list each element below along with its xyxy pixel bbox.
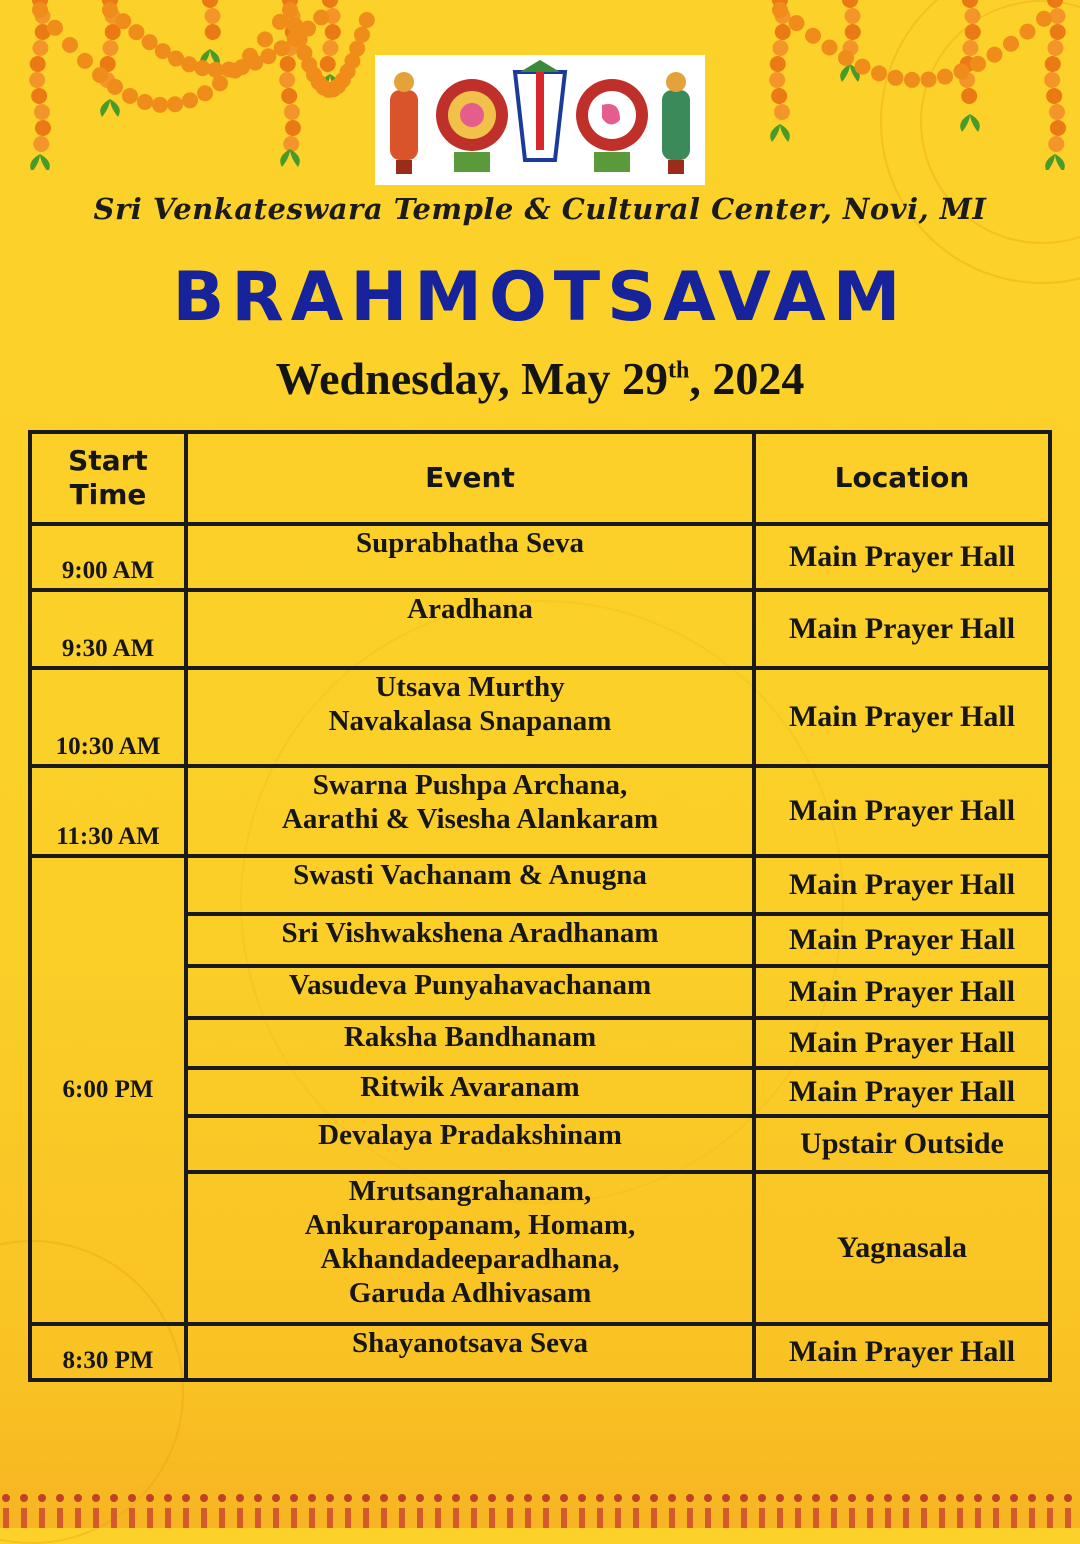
start-time-cell: 8:30 PM: [30, 1324, 186, 1380]
location-cell: Main Prayer Hall: [754, 856, 1050, 914]
event-name: Vasudeva Punyahavachanam: [288, 969, 652, 1001]
page-title: BRAHMOTSAVAM: [172, 258, 908, 337]
event-cell: [186, 966, 754, 1018]
location-cell: Main Prayer Hall: [754, 524, 1050, 590]
table-row: [30, 856, 1050, 914]
event-name: Sri Vishwakshena Aradhanam: [281, 917, 659, 949]
event-name: Swarna Pushpa Archana,: [312, 769, 628, 801]
event-name: Navakalasa Snapanam: [328, 705, 612, 737]
table-row: [30, 1324, 1050, 1380]
event-cell: [186, 766, 754, 856]
event-cell: [186, 1018, 754, 1068]
event-name: Aarathi & Visesha Alankaram: [281, 803, 659, 835]
table-header-row: [30, 432, 1050, 524]
start-time-cell: 6:00 PM: [30, 856, 186, 1324]
location-cell: Main Prayer Hall: [754, 766, 1050, 856]
start-time-cell: 9:30 AM: [30, 590, 186, 668]
start-time-cell: 9:00 AM: [30, 524, 186, 590]
table-row: [30, 590, 1050, 668]
location-cell: Main Prayer Hall: [754, 966, 1050, 1018]
location-cell: Main Prayer Hall: [754, 1018, 1050, 1068]
event-cell: [186, 856, 754, 914]
table-row: [30, 766, 1050, 856]
table-row: [30, 524, 1050, 590]
location-cell: Main Prayer Hall: [754, 668, 1050, 766]
location-cell: Main Prayer Hall: [754, 914, 1050, 966]
start-time-cell: 10:30 AM: [30, 668, 186, 766]
event-cell: [186, 1068, 754, 1116]
event-name: Akhandadeeparadhana,: [320, 1243, 620, 1275]
event-name: Aradhana: [407, 593, 533, 625]
header-location: Location: [754, 432, 1050, 524]
bottom-border-pattern: [0, 1488, 1080, 1528]
event-name: Shayanotsava Seva: [351, 1327, 589, 1359]
temple-logo: [375, 55, 705, 185]
event-date: Wednesday, May 29th, 2024: [275, 353, 805, 404]
schedule-table: [28, 430, 1052, 1382]
event-cell: [186, 524, 754, 590]
header-start-time: Start Time: [30, 432, 186, 524]
event-cell: [186, 590, 754, 668]
event-name: Suprabhatha Seva: [355, 527, 585, 559]
location-cell: Main Prayer Hall: [754, 1068, 1050, 1116]
event-cell: [186, 668, 754, 766]
event-name: Mrutsangrahanam,: [348, 1175, 592, 1207]
deity-emblem-icon: [380, 60, 700, 180]
header-event: Event: [186, 432, 754, 524]
event-cell: [186, 1172, 754, 1324]
event-name: Raksha Bandhanam: [343, 1021, 597, 1053]
event-name: Garuda Adhivasam: [348, 1277, 592, 1309]
organization-name: Sri Venkateswara Temple & Cultural Center, Novi, MI: [93, 192, 987, 226]
location-cell: Main Prayer Hall: [754, 590, 1050, 668]
event-name: Swasti Vachanam & Anugna: [293, 859, 647, 891]
event-name: Utsava Murthy: [375, 671, 565, 703]
event-cell: [186, 1324, 754, 1380]
event-name: Ankuraropanam, Homam,: [304, 1209, 636, 1241]
event-cell: [186, 914, 754, 966]
start-time-cell: 11:30 AM: [30, 766, 186, 856]
event-name: Devalaya Pradakshinam: [318, 1119, 622, 1151]
location-cell: Upstair Outside: [754, 1116, 1050, 1172]
event-name: Ritwik Avaranam: [360, 1071, 580, 1103]
location-cell: Yagnasala: [754, 1172, 1050, 1324]
table-row: [30, 668, 1050, 766]
event-cell: [186, 1116, 754, 1172]
location-cell: Main Prayer Hall: [754, 1324, 1050, 1380]
